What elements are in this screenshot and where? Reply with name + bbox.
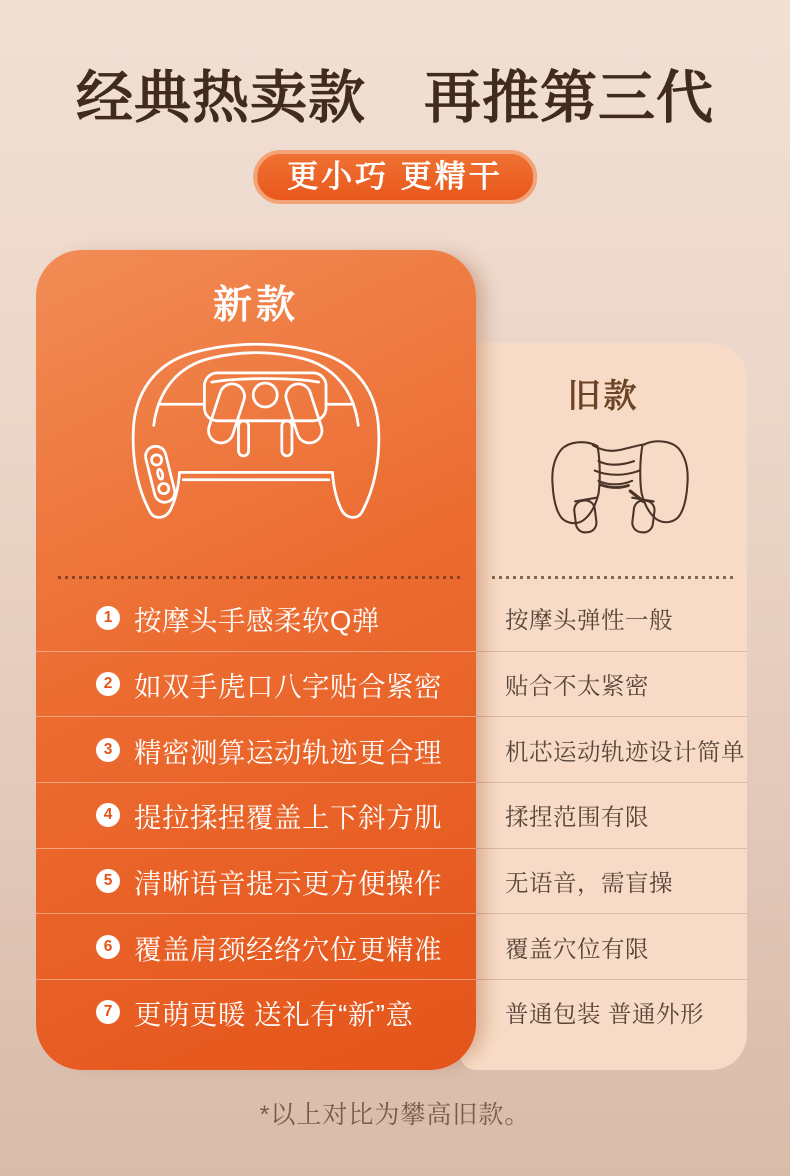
old-feature-text: 揉捏范围有限	[505, 804, 649, 831]
old-card-label: 旧款	[567, 377, 640, 414]
comparison-row-old	[460, 782, 747, 848]
old-feature-text: 机芯运动轨迹设计简单	[505, 738, 745, 765]
comparison-row-new	[36, 848, 476, 914]
new-card-label: 新款	[212, 284, 299, 327]
new-feature-text: 按摩头手感柔软Q弹	[134, 604, 380, 636]
row-number-badge: 1	[96, 606, 120, 630]
old-feature-text: 无语音，需盲操	[505, 870, 673, 897]
comparison-row-old	[460, 651, 747, 717]
new-dotted-divider	[58, 576, 460, 579]
new-model-card	[36, 250, 476, 1070]
old-massager-illustration-icon	[546, 433, 694, 538]
comparison-row-new	[36, 651, 476, 717]
new-massager-illustration-icon	[127, 336, 385, 548]
old-comparison-list	[460, 585, 747, 1045]
row-number-badge: 4	[96, 803, 120, 827]
old-dotted-divider	[492, 576, 735, 579]
old-feature-text: 贴合不太紧密	[505, 673, 649, 700]
new-comparison-list	[36, 585, 476, 1045]
comparison-row-old	[460, 585, 747, 651]
row-number-badge: 7	[96, 1000, 120, 1024]
new-feature-text: 更萌更暖 送礼有“新”意	[134, 999, 414, 1031]
comparison-row-old	[460, 716, 747, 782]
footnote: *以上对比为攀高旧款。	[259, 1101, 531, 1129]
new-feature-text: 清晰语音提示更方便操作	[134, 868, 442, 900]
new-feature-text: 提拉揉捏覆盖上下斜方肌	[134, 802, 442, 834]
old-feature-text: 按摩头弹性一般	[505, 606, 673, 633]
comparison-row-new	[36, 913, 476, 979]
row-number-badge: 5	[96, 869, 120, 893]
old-feature-text: 覆盖穴位有限	[505, 935, 649, 962]
old-feature-text: 普通包装 普通外形	[505, 1001, 705, 1028]
comparison-row-new	[36, 782, 476, 848]
row-number-badge: 2	[96, 672, 120, 696]
comparison-row-new	[36, 585, 476, 651]
subtitle-badge: 更小巧 更精干	[253, 150, 537, 204]
comparison-row-old	[460, 979, 747, 1045]
comparison-row-new	[36, 716, 476, 782]
row-number-badge: 6	[96, 935, 120, 959]
page-title: 经典热卖款 再推第三代	[76, 66, 714, 130]
new-feature-text: 精密测算运动轨迹更合理	[134, 736, 442, 768]
comparison-row-old	[460, 913, 747, 979]
row-number-badge: 3	[96, 738, 120, 762]
comparison-row-old	[460, 848, 747, 914]
comparison-row-new	[36, 979, 476, 1045]
control-panel-icon	[143, 444, 176, 504]
old-model-card	[460, 343, 747, 1070]
new-feature-text: 覆盖肩颈经络穴位更精准	[134, 933, 442, 965]
new-feature-text: 如双手虎口八字贴合紧密	[134, 671, 442, 703]
